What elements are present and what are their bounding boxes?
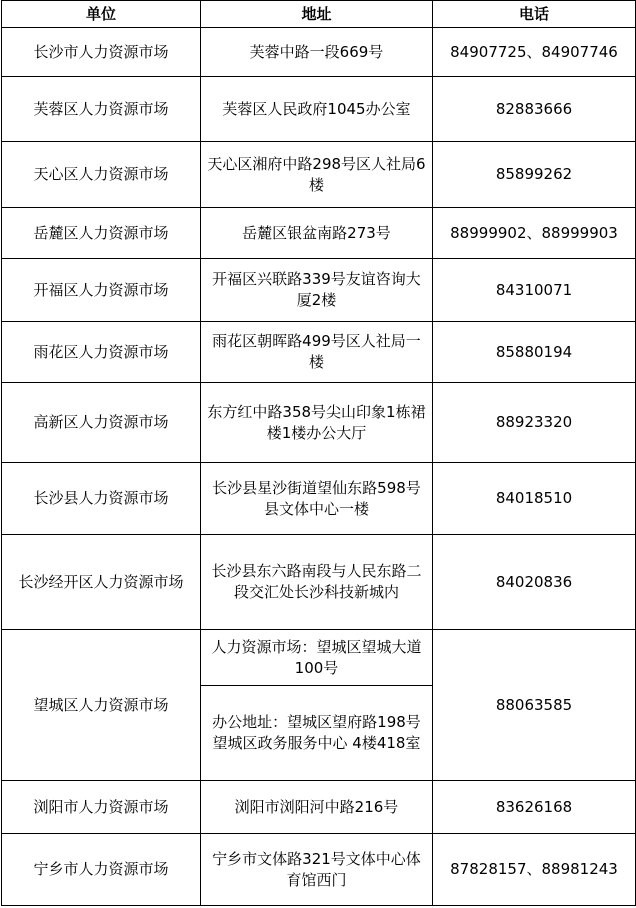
phone-cell: 85899262	[433, 142, 636, 208]
phone-cell: 88999902、88999903	[433, 208, 636, 259]
table-row	[2, 142, 636, 208]
table-row	[2, 834, 636, 906]
phone-cell: 83626168	[433, 781, 636, 834]
address-cell: 长沙县星沙街道望仙东路598号县文体中心一楼	[201, 463, 433, 535]
phone-cell: 85880194	[433, 322, 636, 383]
address-cell: 办公地址：望城区望府路198号望城区政务服务中心 4楼418室	[201, 686, 433, 781]
phone-cell: 88923320	[433, 383, 636, 463]
phone-cell: 84020836	[433, 535, 636, 630]
table-row	[2, 77, 636, 142]
table-row	[2, 463, 636, 535]
unit-cell: 开福区人力资源市场	[2, 259, 201, 322]
phone-cell: 84018510	[433, 463, 636, 535]
phone-cell: 88063585	[433, 630, 636, 781]
address-cell: 芙蓉中路一段669号	[201, 28, 433, 77]
phone-cell: 84310071	[433, 259, 636, 322]
table-row	[2, 535, 636, 630]
table-row	[2, 383, 636, 463]
header-row	[2, 1, 636, 28]
hr-market-table	[1, 0, 636, 906]
table-row	[2, 781, 636, 834]
phone-cell: 87828157、88981243	[433, 834, 636, 906]
unit-cell: 岳麓区人力资源市场	[2, 208, 201, 259]
header-unit: 单位	[2, 1, 201, 28]
table-row	[2, 630, 636, 686]
address-cell: 宁乡市文体路321号文体中心体育馆西门	[201, 834, 433, 906]
phone-cell: 82883666	[433, 77, 636, 142]
table-row	[2, 259, 636, 322]
unit-cell: 望城区人力资源市场	[2, 630, 201, 781]
unit-cell: 天心区人力资源市场	[2, 142, 201, 208]
address-cell: 长沙县东六路南段与人民东路二段交汇处长沙科技新城内	[201, 535, 433, 630]
address-cell: 芙蓉区人民政府1045办公室	[201, 77, 433, 142]
address-cell: 人力资源市场：望城区望城大道100号	[201, 630, 433, 686]
unit-cell: 雨花区人力资源市场	[2, 322, 201, 383]
unit-cell: 芙蓉区人力资源市场	[2, 77, 201, 142]
address-cell: 天心区湘府中路298号区人社局6楼	[201, 142, 433, 208]
address-cell: 开福区兴联路339号友谊咨询大厦2楼	[201, 259, 433, 322]
table-row	[2, 28, 636, 77]
header-phone: 电话	[433, 1, 636, 28]
address-cell: 岳麓区银盆南路273号	[201, 208, 433, 259]
unit-cell: 宁乡市人力资源市场	[2, 834, 201, 906]
unit-cell: 浏阳市人力资源市场	[2, 781, 201, 834]
address-cell: 浏阳市浏阳河中路216号	[201, 781, 433, 834]
table-row	[2, 208, 636, 259]
address-cell: 雨花区朝晖路499号区人社局一楼	[201, 322, 433, 383]
address-cell: 东方红中路358号尖山印象1栋裙楼1楼办公大厅	[201, 383, 433, 463]
header-address: 地址	[201, 1, 433, 28]
unit-cell: 长沙经开区人力资源市场	[2, 535, 201, 630]
table-row	[2, 322, 636, 383]
unit-cell: 高新区人力资源市场	[2, 383, 201, 463]
unit-cell: 长沙市人力资源市场	[2, 28, 201, 77]
unit-cell: 长沙县人力资源市场	[2, 463, 201, 535]
phone-cell: 84907725、84907746	[433, 28, 636, 77]
